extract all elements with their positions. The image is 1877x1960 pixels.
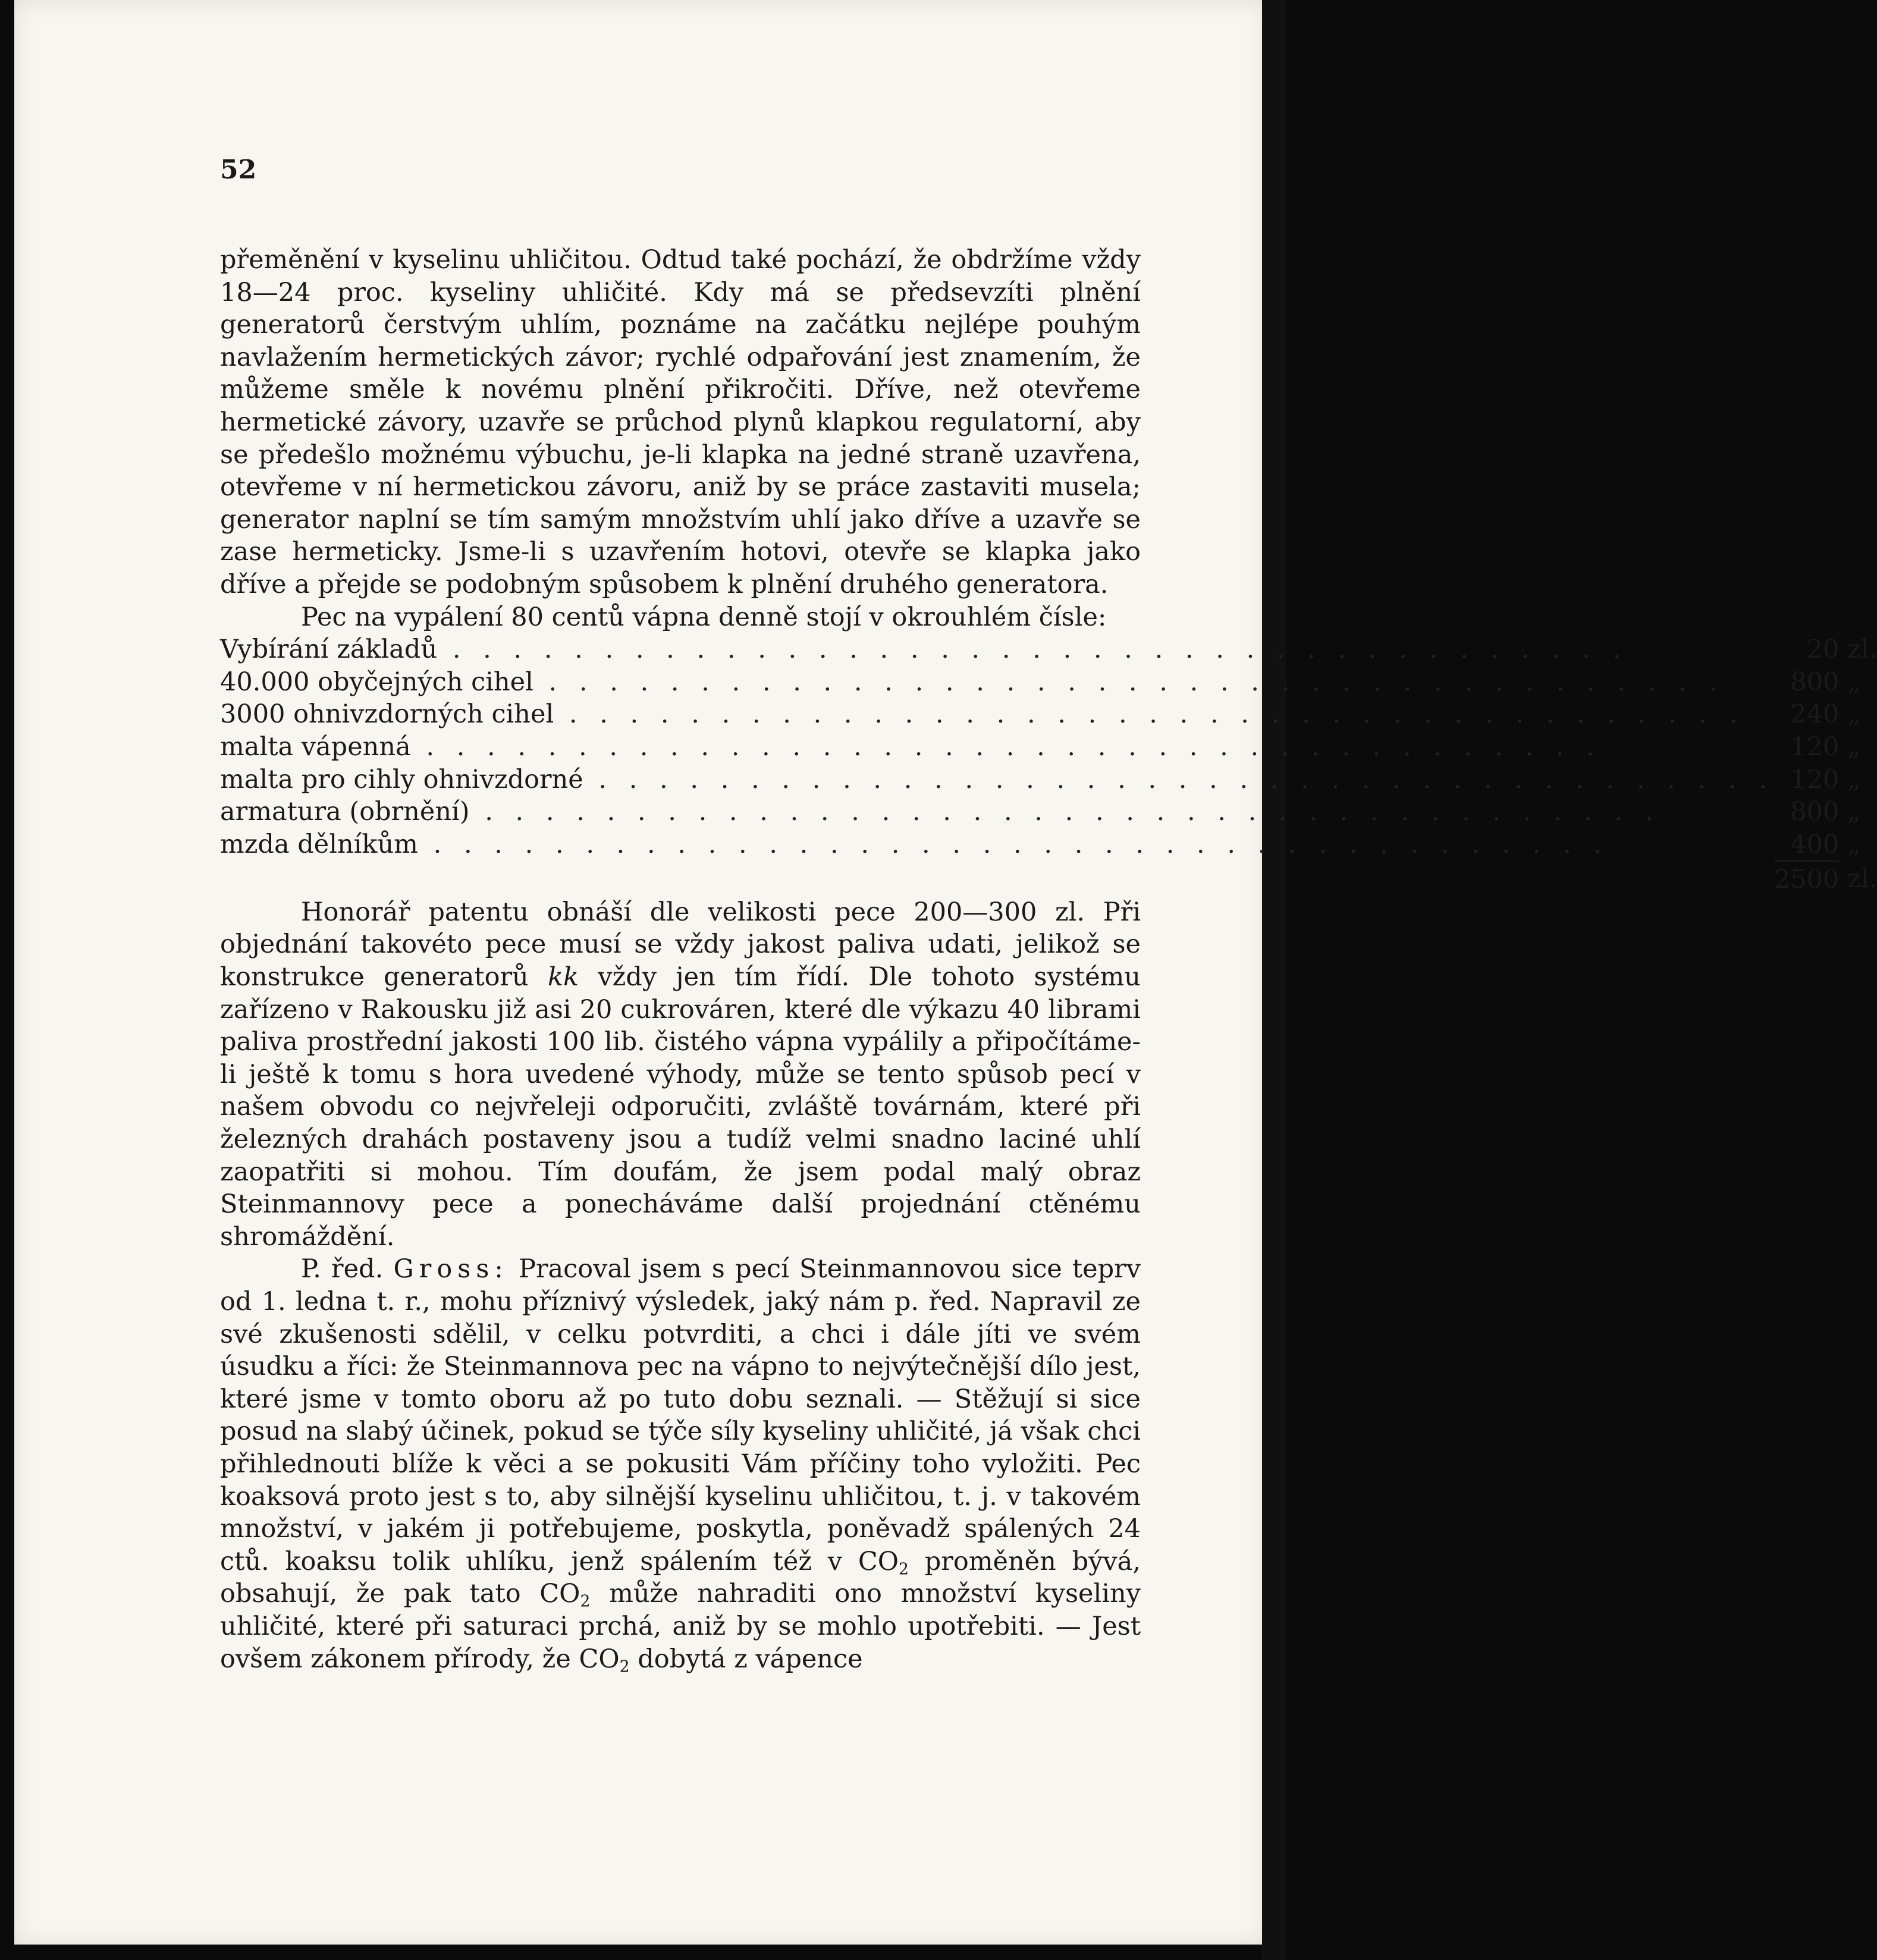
cost-item-unit: „ [1847,667,1861,697]
cost-total-row [220,862,1877,896]
cost-item-amount: 400 [1790,829,1840,859]
cost-item-unit: „ [1847,797,1861,827]
patent-text-start: Honorář patentu obnáší dle velikosti pece 200—300 zl. Při objednání takovéto pece musí se vždy jakost paliva udati, jelikož se konstrukce generatorů [220,897,1141,992]
cost-row [220,698,1877,731]
cost-item-label: 40.000 obyčejných cihel [220,667,533,697]
page-body [220,244,1877,1676]
dot-leader: . . . . . . . . . . . . . . . . . . . . . . . . . . . . . . . . . . . . . . . [554,699,1745,730]
cost-item-unit: „ [1847,764,1861,794]
cost-item-label: malta pro cihly ohnivzdorné [220,764,583,794]
cost-item-label: 3000 ohnivzdorných cihel [220,699,554,730]
cost-item-amount: 800 [1790,797,1840,827]
gross-text-part-4: dobytá z vápence [638,1644,863,1674]
paragraph-kiln-cost-intro: Pec na vypálení 80 centů vápna denně stojí v okrouhlém čísle: [301,602,1107,632]
paragraph-patent-fee [220,896,1141,1254]
cost-item-label: malta vápenná [220,731,411,762]
dot-leader: . . . . . . . . . . . . . . . . . . . . . . . . . . . . . . . . . . . . . . . [583,764,1774,794]
cost-table [220,633,1877,896]
patent-text-end: vždy jen tím řídí. Dle tohoto systému zařízeno v Rakousku již asi 20 cukrováren, které dle výkazu 40 librami paliva prostřední jakosti 100 lib. čistého vápna vypálily a připočítáme-li ještě k tomu s hora uvedené výhody, může se tento spůsob pecí v našem obvodu co nejvřeleji odporučiti, zvláště továrnám, které při železných drahách postaveny jsou a tudíž velmi snadno laciné uhlí zaopatřiti si mohou. Tím doufám, že jsem podal malý obraz Steinmannovy pece a ponecháváme další projednání ctěnému shromáždění. [220,962,1141,1252]
cost-item-amount: 20 [1806,635,1840,665]
dot-leader: . . . . . . . . . . . . . . . . . . . . . . . . . . . . . . . . . . . . . . . [533,667,1724,697]
speaker-title: P. řed. [301,1254,384,1284]
co2-subscript: 2 [899,1560,909,1579]
cost-row [220,764,1877,796]
paragraph-gross-speech [220,1253,1141,1675]
co2-subscript: 2 [619,1657,630,1676]
gross-text-part-1: Pracoval jsem s pecí Steinmannovou sice teprv od 1. ledna t. r., mohu příznivý výsledek, jaký nám p. řed. Napravil ze své zkušenosti sdělil, v celku potvrditi, a chci i dále jíti ve svém úsudku a říci: že Steinmannova pec na vápno to nejvýtečnější dílo jest, které jsme v tomto oboru až po tuto dobu seznali. — Stěžují si sice posud na slabý účinek, pokud se týče síly kyseliny uhličité, já však chci přihlednouti blíže k věci a se pokusiti Vám příčiny toho vyložiti. Pec koaksová proto jest s to, aby silnější kyselinu uhličitou, t. j. v takovém množství, v jakém ji potřebujeme, poskytla, poněvadž spálených 24 ctů. koaksu tolik uhlíku, jenž spálením též v CO [220,1254,1141,1576]
cost-item-label: mzda dělníkům [220,829,418,859]
gross-text-part-3: může nahraditi ono množství kyseliny uhličité, které při saturaci prchá, aniž by se mohlo upotřebiti. — Jest ovšem zákonem přírody, že CO [220,1579,1141,1674]
paragraph-generator-filling: přeměnění v kyselinu uhličitou. Odtud také pochází, že obdržíme vždy 18—24 proc. kyseliny uhličité. Kdy má se předsevzíti plnění generatorů čerstvým uhlím, poznáme na začátku nejlépe pouhým navlažením hermetických závor; rychlé odpařování jest znamením, že můžeme směle k novému plnění přikročiti. Dříve, než otevřeme hermetické závory, uzavře se průchod plynů klapkou regulatorní, aby se předešlo možnému výbuchu, je-li klapka na jedné straně uzavřena, otevřeme v ní hermetickou závoru, aniž by se práce zastaviti musela; generator naplní se tím samým množstvím uhlí jako dříve a uzavře se zase hermeticky. Jsme-li s uzavřením hotovi, otevře se klapka jako dříve a přejde se podobným spůsobem k plnění druhého generatora. [220,245,1141,599]
kk-abbreviation: kk [547,962,579,992]
co2-subscript: 2 [580,1592,591,1611]
dot-leader: . . . . . . . . . . . . . . . . . . . . . . . . . . . . . . . . . . . . . . . [410,731,1602,762]
page-number: 52 [220,155,257,185]
dot-leader: . . . . . . . . . . . . . . . . . . . . . . . . . . . . . . . . . . . . . . . [418,829,1609,859]
cost-row [220,731,1877,764]
cost-item-amount: 120 [1790,764,1840,794]
cost-row [220,828,1877,862]
cost-total-unit: zl. [1847,863,1877,894]
cost-item-amount: 120 [1790,731,1840,762]
cost-item-unit: „ [1847,829,1861,859]
cost-item-amount: 240 [1790,699,1840,730]
cost-item-unit: zl. [1847,635,1877,665]
cost-row [220,633,1877,666]
scan-border [1262,0,1286,1960]
cost-item-unit: „ [1847,699,1861,730]
speaker-name: Gross: [393,1254,509,1284]
dot-leader: . . . . . . . . . . . . . . . . . . . . . . . . . . . . . . . . . . . . . . . [469,797,1661,827]
cost-total-amount: 2500 [1774,862,1839,896]
cost-item-unit: „ [1847,731,1861,762]
cost-item-label: armatura (obrnění) [220,797,470,827]
dot-leader: . . . . . . . . . . . . . . . . . . . . . . . . . . . . . . . . . . . . . . . [437,635,1628,665]
cost-row [220,666,1877,699]
cost-item-label: Vybírání základů [220,635,438,665]
cost-item-amount: 800 [1790,667,1840,697]
gross-text-part-2: proměněn bývá, obsahují, že pak tato CO [220,1546,1141,1609]
cost-row [220,796,1877,828]
